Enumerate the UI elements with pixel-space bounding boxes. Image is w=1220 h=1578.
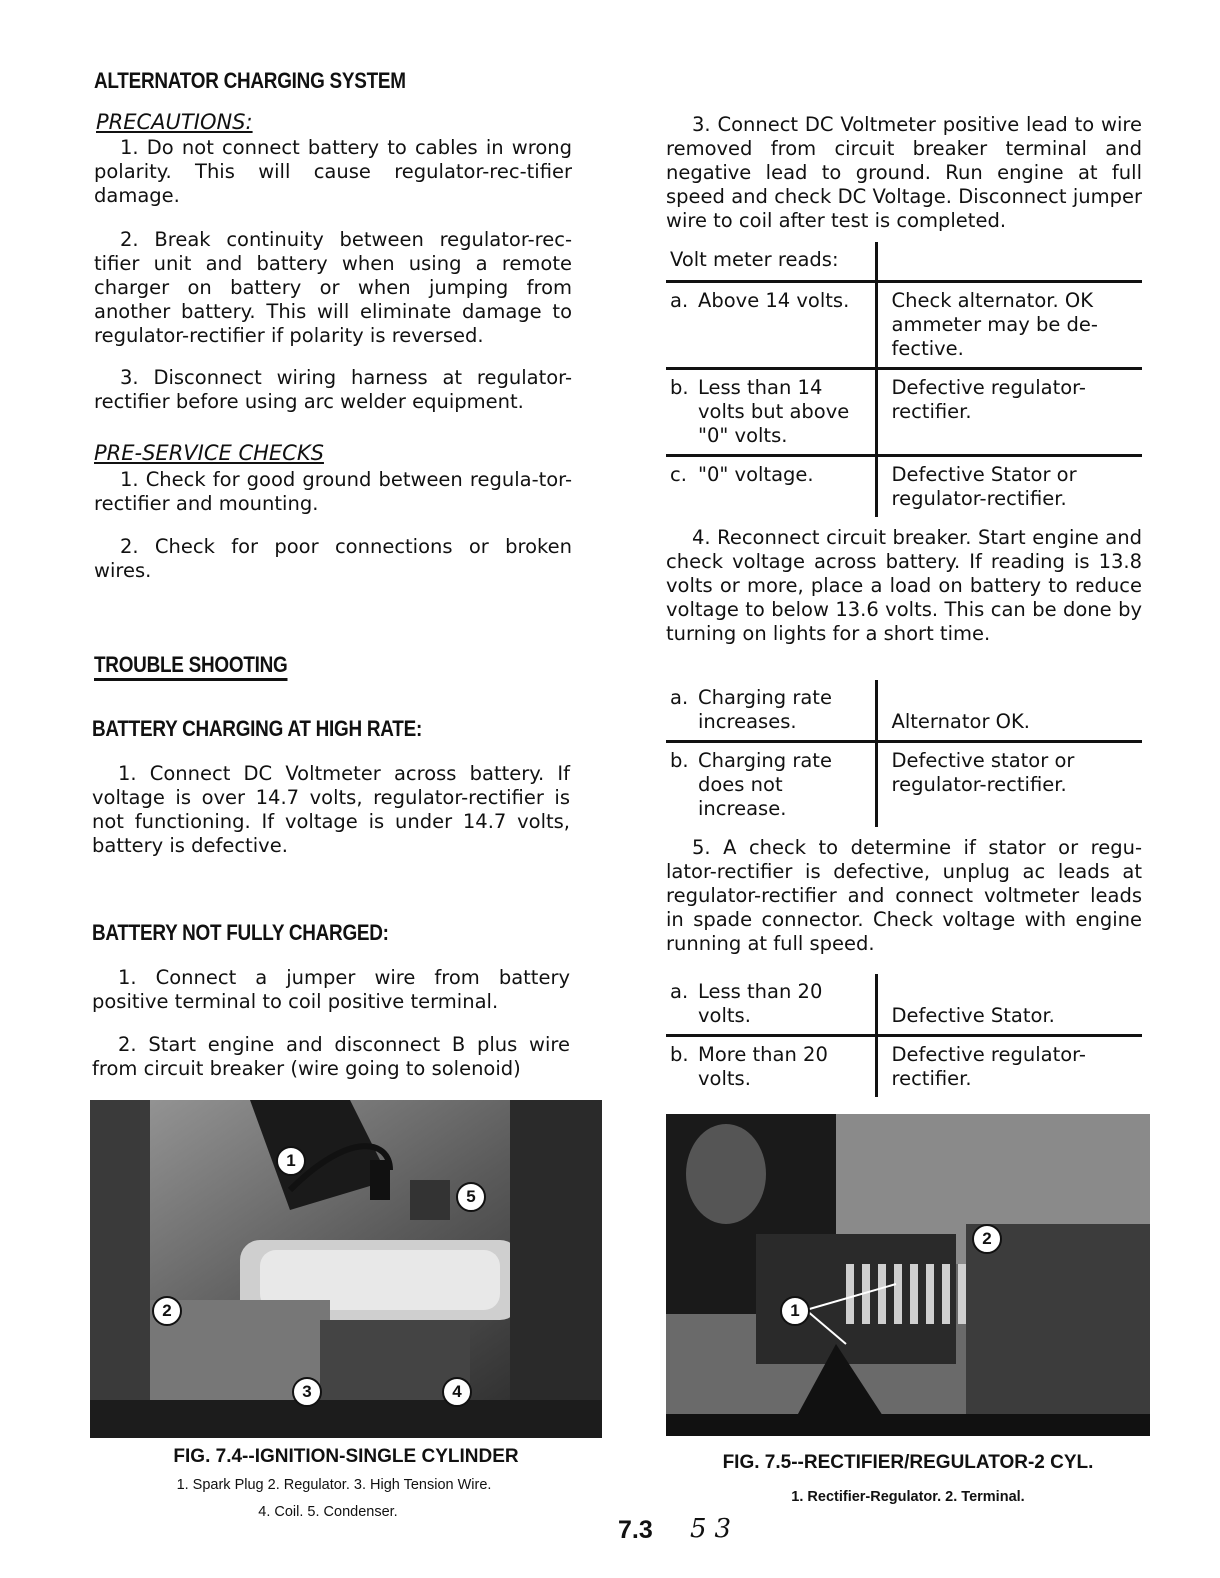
table-row (666, 974, 1142, 1036)
table-cell-condition: a. Less than 20 volts. (666, 974, 876, 1036)
table-cell-condition: b. Less than 14 volts but above "0" volts. (666, 369, 876, 456)
fig-7-5-title: FIG. 7.5--RECTIFIER/REGULATOR-2 CYL. (722, 1452, 1094, 1473)
engine-illustration (90, 1100, 602, 1438)
table-row (666, 680, 1142, 742)
step-4: 4. Reconnect circuit breaker. Start engine and check voltage across battery. If reading is 13.8 volts or more, place a load on battery to reduce voltage to below 13.6 volts. This can be done by turning on lights for a short time. (666, 526, 1142, 645)
precaution-3: 3. Disconnect wiring harness at regulator-rectifier before using arc welder equipment. (94, 366, 572, 413)
fig-7-4-title: FIG. 7.4--IGNITION-SINGLE CYLINDER (173, 1446, 519, 1467)
section-heading: ALTERNATOR CHARGING SYSTEM (94, 68, 406, 93)
preservice-1: 1. Check for good ground between regula-tor-rectifier and mounting. (94, 468, 572, 515)
not-charged-heading: BATTERY NOT FULLY CHARGED: (92, 920, 389, 945)
callout-3: 3 (292, 1377, 322, 1407)
stator-table (666, 974, 1142, 1097)
table-cell-result: Defective Stator. (876, 974, 1142, 1036)
charging-rate-table (666, 680, 1142, 827)
table-row (666, 282, 1142, 369)
voltmeter-table (666, 242, 1142, 517)
fig-7-4-caption-1: 1. Spark Plug 2. Regulator. 3. High Tension Wire. (176, 1477, 492, 1493)
fig-7-5-photo (666, 1114, 1150, 1436)
table-cell-condition: b. More than 20 volts. (670, 1043, 828, 1090)
table-cell-condition: a. Above 14 volts. (666, 282, 876, 369)
preservice-title: PRE-SERVICE CHECKS (94, 441, 324, 465)
table-row (666, 456, 1142, 518)
fig-7-4-caption-2: 4. Coil. 5. Condenser. (258, 1504, 398, 1520)
step-5: 5. A check to determine if stator or regu-lator-rectifier is defective, unplug ac leads at regulator-rectifier and connect voltmeter leads in spade connector. Check voltage with engine running at full speed. (666, 836, 1142, 955)
precaution-2: 2. Break continuity between regulator-rec-tifier unit and battery when using a remote charger on battery or when jumping from another battery. This will eliminate damage to regulator-rectifier if polarity is reversed. (94, 228, 572, 347)
table-cell-result: Defective stator or regulator-rectifier. (876, 742, 1142, 828)
precaution-1: 1. Do not connect battery to cables in wrong polarity. This will cause regulator-rec-tifier damage. (94, 136, 572, 207)
high-rate-step-1: 1. Connect DC Voltmeter across battery. If voltage is over 14.7 volts, regulator-rectifier is not functioning. If voltage is under 14.7 volts, battery is defective. (92, 762, 570, 857)
table-row (666, 369, 1142, 456)
fig-7-4-photo (90, 1100, 602, 1438)
rectifier-illustration (666, 1114, 1150, 1436)
table-header: Volt meter reads: (666, 242, 876, 282)
table-cell-condition: a. Charging rate increases. (666, 680, 876, 742)
table-cell-condition: b. Charging rate does not increase. (670, 749, 832, 820)
table-cell-result: Defective regulator-rectifier. (876, 1036, 1142, 1098)
table-cell-condition: c. "0" voltage. (670, 463, 814, 486)
callout-2: 2 (152, 1296, 182, 1326)
callout-4: 4 (442, 1377, 472, 1407)
callout-2: 2 (972, 1224, 1002, 1254)
page-number: 7.3 (618, 1516, 653, 1544)
fig-7-5-caption: 1. Rectifier-Regulator. 2. Terminal. (791, 1489, 1025, 1505)
table-cell-result: Defective Stator or regulator-rectifier. (876, 456, 1142, 518)
troubleshooting-heading: TROUBLE SHOOTING (94, 652, 288, 677)
precautions-title: PRECAUTIONS: (96, 110, 253, 134)
preservice-2: 2. Check for poor connections or broken wires. (94, 535, 572, 582)
table-row (666, 1036, 1142, 1098)
step-3: 3. Connect DC Voltmeter positive lead to wire removed from circuit breaker terminal and negative lead to ground. Run engine at full speed and check DC Voltage. Disconnect jumper wire to coil after test is completed. (666, 113, 1142, 232)
not-charged-step-1: 1. Connect a jumper wire from battery positive terminal to coil positive terminal. (92, 966, 570, 1013)
callout-1: 1 (276, 1146, 306, 1176)
high-rate-heading: BATTERY CHARGING AT HIGH RATE: (92, 716, 423, 741)
table-row (666, 242, 1142, 282)
table-cell-result: Alternator OK. (876, 680, 1142, 742)
callout-1: 1 (780, 1296, 810, 1326)
handwritten-number: 53 (690, 1514, 740, 1544)
table-cell-result: Defective regulator-rectifier. (876, 369, 1142, 456)
table-row (666, 742, 1142, 828)
callout-5: 5 (456, 1182, 486, 1212)
not-charged-step-2: 2. Start engine and disconnect B plus wire from circuit breaker (wire going to solenoid) (92, 1033, 570, 1080)
table-cell-result: Check alternator. OK ammeter may be de-fective. (876, 282, 1142, 369)
